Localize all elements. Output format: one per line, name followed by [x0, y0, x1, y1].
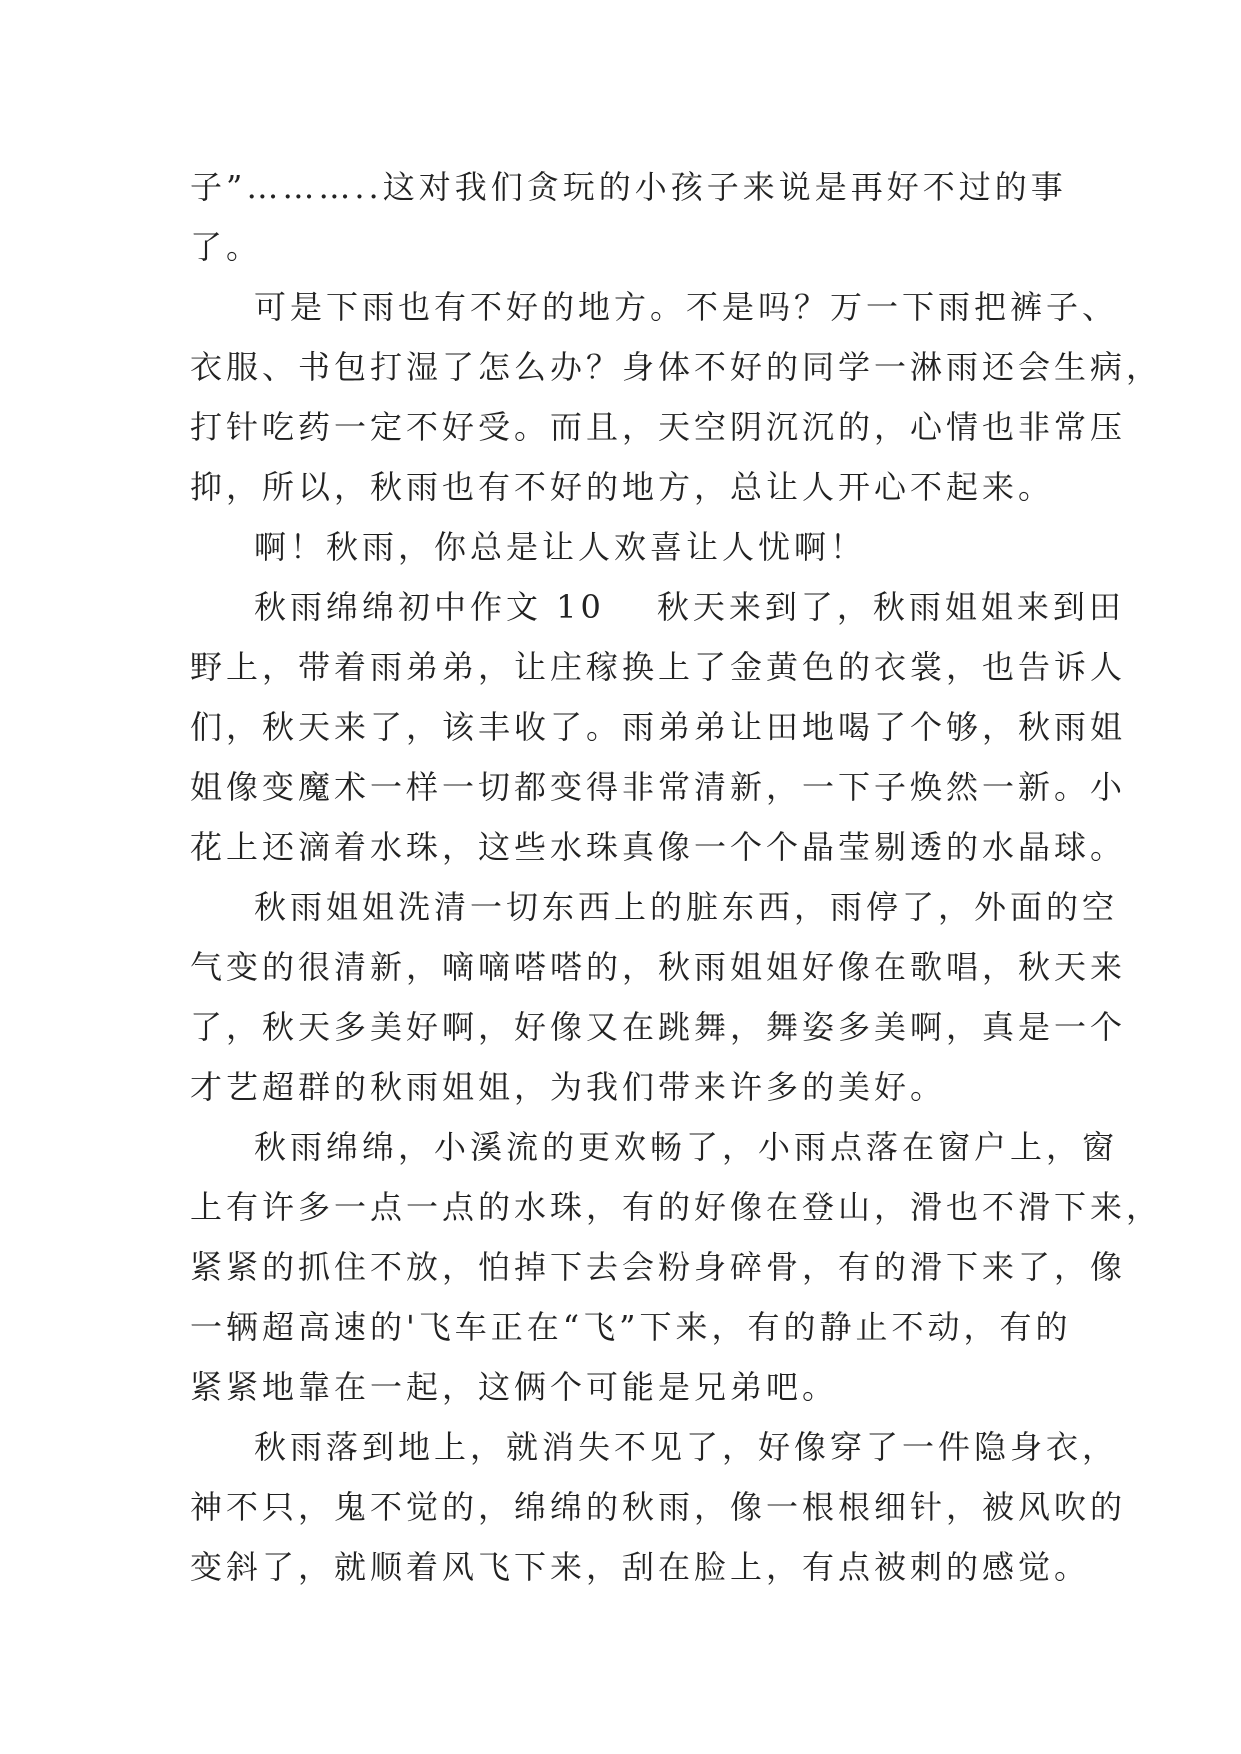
text-line: 才艺超群的秋雨姐姐，为我们带来许多的美好。: [190, 1068, 947, 1106]
text-line: 气变的很清新，嘀嘀嗒嗒的，秋雨姐姐好像在歌唱，秋天来: [190, 948, 1127, 986]
paragraph-start-line: 可是下雨也有不好的地方。不是吗？万一下雨把裤子、: [254, 288, 1119, 326]
text-line: 变斜了，就顺着风飞下来，刮在脸上，有点被刺的感觉。: [190, 1548, 1091, 1586]
text-line: 上有许多一点一点的水珠，有的好像在登山，滑也不滑下来，: [190, 1188, 1163, 1226]
text-line: 了，秋天多美好啊，好像又在跳舞，舞姿多美啊，真是一个: [190, 1008, 1127, 1046]
text-line: 衣服、书包打湿了怎么办？身体不好的同学一淋雨还会生病，: [190, 348, 1163, 386]
paragraph-start-line: 啊！秋雨，你总是让人欢喜让人忧啊！: [254, 528, 867, 566]
essay-title: 秋雨绵绵初中作文 10: [254, 588, 605, 626]
text-line: 子”………..这对我们贪玩的小孩子来说是再好不过的事: [190, 168, 1067, 206]
text-line: 一辆超高速的'飞车正在“飞”下来，有的静止不动，有的: [190, 1308, 1072, 1346]
essay-title-line: [190, 577, 1125, 637]
text-line: 紧紧地靠在一起，这俩个可能是兄弟吧。: [190, 1368, 839, 1406]
text-line: 花上还滴着水珠，这些水珠真像一个个晶莹剔透的水晶球。: [190, 828, 1127, 866]
text-line: 们，秋天来了，该丰收了。雨弟弟让田地喝了个够，秋雨姐: [190, 708, 1127, 746]
text-line: 姐像变魔术一样一切都变得非常清新，一下子焕然一新。小: [190, 768, 1127, 806]
text-line: 抑，所以，秋雨也有不好的地方，总让人开心不起来。: [190, 468, 1055, 506]
text-line: 打针吃药一定不好受。而且，天空阴沉沉的，心情也非常压: [190, 408, 1127, 446]
paragraph-start-line: 秋雨绵绵，小溪流的更欢畅了，小雨点落在窗户上，窗: [254, 1128, 1119, 1166]
paragraph-start-line: 秋雨落到地上，就消失不见了，好像穿了一件隐身衣，: [254, 1428, 1119, 1466]
paragraph-start-line: 秋雨姐姐洗清一切东西上的脏东西，雨停了，外面的空: [254, 888, 1119, 926]
text-line: 神不只，鬼不觉的，绵绵的秋雨，像一根根细针，被风吹的: [190, 1488, 1127, 1526]
essay-opening-text: 秋天来到了，秋雨姐姐来到田: [656, 588, 1125, 626]
text-line: 了。: [190, 228, 263, 266]
text-line: 野上，带着雨弟弟，让庄稼换上了金黄色的衣裳，也告诉人: [190, 648, 1127, 686]
essay-body: [190, 157, 1163, 1597]
text-line: 紧紧的抓住不放，怕掉下去会粉身碎骨，有的滑下来了，像: [190, 1248, 1127, 1286]
